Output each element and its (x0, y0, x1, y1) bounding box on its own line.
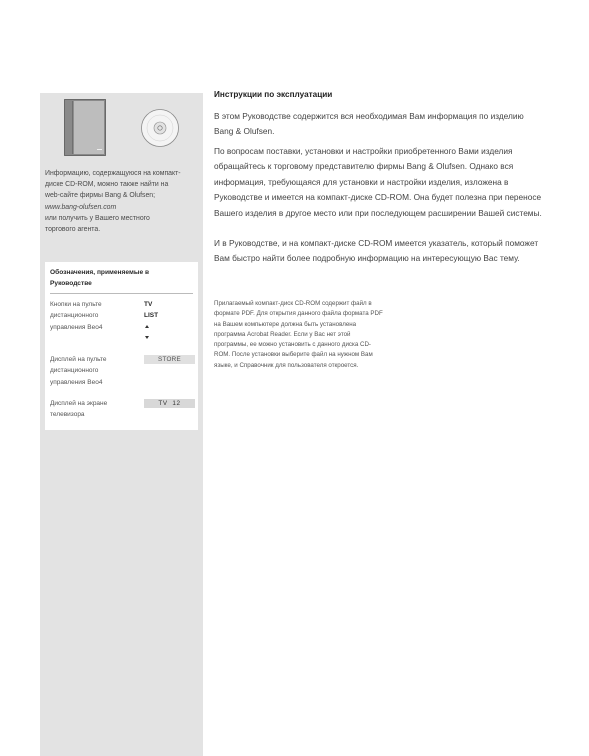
remote-display-sample: STORE (144, 355, 195, 364)
triangle-down-icon (145, 336, 149, 339)
website-note-line: Информацию, содержащуюся на компакт- (45, 170, 181, 177)
cd-rom-note: Прилагаемый компакт-диск CD-ROM содержит файл в формате PDF. Для открытия данного файла формата PDF на Вашем компьютере должна быть установлена программа Acrobat Reader. Если у Вас нет этой программы, ее можно установить с данного диска CD-ROM. После установки выберите файл на нужном Вам языке, и Справочник для пользователя откроется. (214, 300, 383, 369)
cd-rom-icon (140, 108, 180, 148)
key-tv: TV (144, 301, 153, 308)
website-note-line: или получить у Вашего местного (45, 214, 150, 222)
key-list: LIST (144, 312, 159, 319)
tv-display-sample: TV 12 (144, 399, 195, 408)
website-note-line: web-сайте фирмы Bang & Olufsen; (45, 192, 156, 200)
manual-book-icon (64, 99, 106, 156)
remote-display-label: Дисплей на пульте дистанционного управления Beo4 (50, 356, 107, 386)
page-title: Инструкции по эксплуатации (214, 90, 333, 99)
symbols-legend-box (45, 262, 198, 430)
website-note (45, 168, 201, 235)
website-note-line: диске CD-ROM, можно также найти на (45, 181, 169, 189)
website-note-line: торгового агента. (45, 226, 101, 234)
tv-display-label: Дисплей на экране телевизора (50, 400, 108, 419)
triangle-up-icon (145, 325, 149, 328)
legend-title: Обозначения, применяемые в Руководстве (50, 269, 150, 287)
index-paragraph: И в Руководстве, и на компакт-диске CD-ROM имеется указатель, который поможет Вам быстро найти более подробную информацию на интересующую Вас тему. (214, 238, 539, 264)
legend-divider (50, 293, 193, 294)
dealer-paragraph: По вопросам поставки, установки и настройки приобретенного Вами изделия обращайтесь к торговому представителю фирмы Bang & Olufsen. Однако вся информация, требующаяся для установки и настройки изделия, изложена в Руководстве и имеется на компакт-диске CD-ROM. Она будет полезна при переносе Вашего изделия в другое место или при последующем расширении Вашей системы. (214, 146, 542, 218)
website-url: www.bang-olufsen.com (45, 203, 117, 211)
remote-buttons-label: Кнопки на пульте дистанционного управления Beo4 (50, 301, 103, 331)
intro-paragraph: В этом Руководстве содержится вся необходимая Вам информация по изделию Bang & Olufsen. (214, 111, 524, 137)
